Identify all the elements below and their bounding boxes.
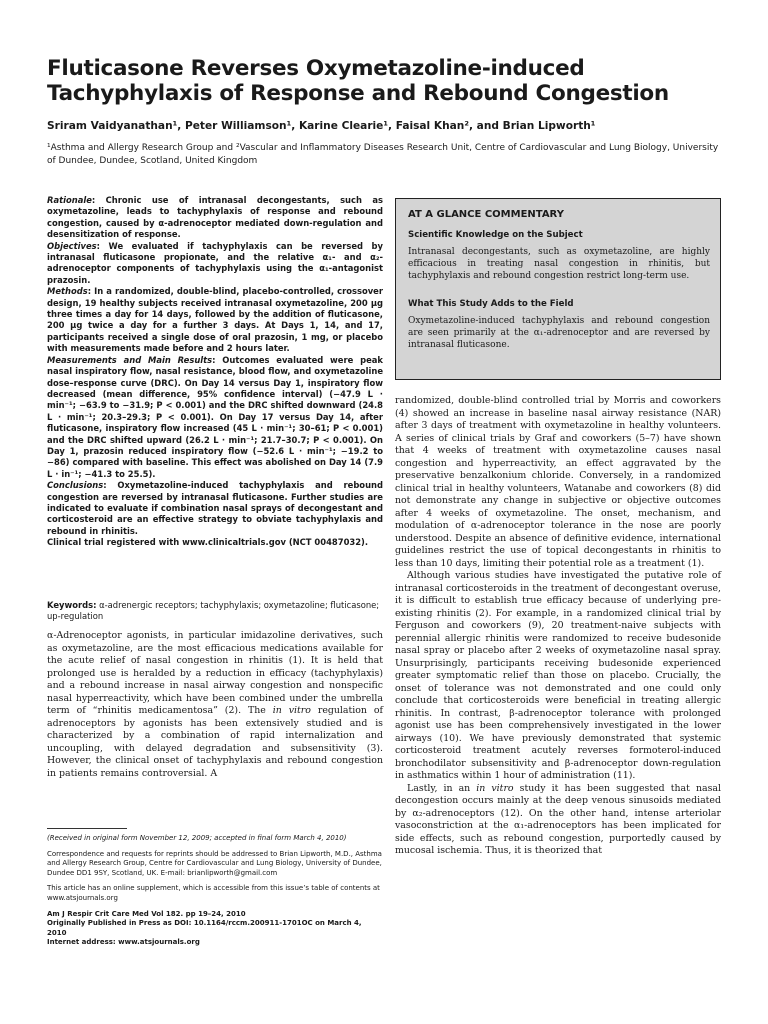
abstract-objectives: Objectives: We evaluated if tachyphylaxis can be reversed by intranasal fluticasone propionate, and the relative α₁- and α₂-adrenoceptor components of tachyphylaxis using the α₁-antagonist prazosin. xyxy=(47,240,383,285)
footnote-divider xyxy=(47,828,127,829)
glance-subheading: Scientific Knowledge on the Subject xyxy=(408,230,583,240)
body-text-right-column xyxy=(395,395,721,858)
abstract-trial-registration: Clinical trial registered with www.clinicaltrials.gov (NCT 00487032). xyxy=(47,537,369,548)
body-paragraph: Although various studies have investigated the putative role of intranasal corticosteroids in the treatment of decongestant overuse, it is difficult to establish true efficacy because of underlying pre-existing rhinitis (2). For example, in a randomized clinical trial by Ferguson and coworkers (9), 20 treatment-naive subjects with perennial allergic rhinitis were randomized to receive budesonide nasal spray or placebo after 2 weeks of oxymetazoline nasal spray. Unsurprisingly, participants receiving budesonide experienced greater symptomatic relief than those on placebo. Crucially, the onset of tolerance was not demonstrated and one could only conclude that corticosteroids were beneficial in treating allergic rhinitis. In contrast, β-adrenoceptor tolerance with prolonged agonist use has been comprehensively investigated in the lower airways (10). We have previously demonstrated that systemic corticosteroid treatment acutely reverses formoterol-induced bronchodilator subsensitivity and β-adrenoceptor down-regulation in asthmatics within 1 hour of administration (11). xyxy=(395,570,721,781)
glance-text: Oxymetazoline-induced tachyphylaxis and rebound congestion are seen primarily at the α₁-adrenoceptor and are reversed by intranasal fluticasone. xyxy=(408,315,710,351)
abstract-methods: Methods: In a randomized, double-blind, placebo-controlled, crossover design, 19 healthy subjects received intranasal oxymetazoline, 200 μg three times a day for 14 days, followed by the addition of fluticasone, 200 μg twice a day for a further 3 days. At Days 1, 14, and 17, participants received a single dose of oral prazosin, 1 mg, or placebo with measurements made before and 2 hours later. xyxy=(47,286,383,354)
author-list: Sriram Vaidyanathan¹, Peter Williamson¹, Karine Clearie¹, Faisal Khan², and Brian Lipworth¹ xyxy=(47,120,596,132)
body-paragraph: randomized, double-blind controlled trial by Morris and coworkers (4) showed an increase in baseline nasal airway resistance (NAR) after 3 days of treatment with oxymetazoline in healthy volunteers. A series of clinical trials by Graf and coworkers (5–7) have shown that 4 weeks of treatment with oxymetazoline causes nasal congestion and hyperreactivity, an effect aggravated by the preservative benzalkonium chloride. Conversely, in a randomized clinical trial in healthy volunteers, Watanabe and coworkers (8) did not demonstrate any change in subjective or objective outcomes after 4 weeks of oxymetazoline. The onset, mechanism, and modulation of α-adrenoceptor tolerance in the nose are poorly understood. Despite an absence of definitive evidence, international guidelines restrict the use of topical decongestants in rhinitis to less than 10 days, limiting their potential role as a treatment (1). xyxy=(395,395,721,569)
internet-address: Internet address: www.atsjournals.org xyxy=(47,938,200,947)
doi-note: Originally Published in Press as DOI: 10.1164/rccm.200911-1701OC on March 4, 2010 xyxy=(47,919,362,937)
glance-text: Intranasal decongestants, such as oxymetazoline, are highly efficacious in treating nasal congestion in rhinitis, but tachyphylaxis and rebound congestion restrict long-term use. xyxy=(408,247,710,282)
correspondence-note: Correspondence and requests for reprints should be addressed to Brian Lipworth, M.D., Asthma and Allergy Research Group, Centre for Cardiovascular and Lung Biology, University of Dundee, Dundee DD1 9SY, Scotland, UK. E-mail: brianlipworth@gmail.com xyxy=(47,849,382,877)
supplement-note: This article has an online supplement, which is accessible from this issue’s table of contents at www.atsjournals.org xyxy=(47,884,380,902)
keywords: Keywords: α-adrenergic receptors; tachyphylaxis; oxymetazoline; fluticasone; up-regulation xyxy=(47,600,380,622)
body-paragraph: Lastly, in an in vitro study it has been suggested that nasal decongestion occurs mainly at the deep venous sinusoids mediated by α₂-adrenoceptors (12). On the other hand, intense arteriolar vasoconstriction at the α₁-adrenoceptors has been implicated for side effects, such as rebound congestion, purportedly caused by mucosal ischemia. Thus, it is theorized that xyxy=(395,782,721,856)
affiliations: ¹Asthma and Allergy Research Group and ²Vascular and Inflammatory Diseases Research Unit, Centre of Cardiovascular and Lung Biology, University of Dundee, Dundee, Scotland, United Kingdom xyxy=(47,143,719,166)
footnotes xyxy=(47,834,383,948)
at-a-glance-box xyxy=(395,198,721,380)
abstract-rationale: Rationale: Chronic use of intranasal decongestants, such as oxymetazoline, leads to tachyphylaxis of response and rebound congestion, caused by α-adrenoceptor mediated down-regulation and desensitization of response. xyxy=(47,195,383,240)
glance-subheading: What This Study Adds to the Field xyxy=(408,298,574,309)
abstract xyxy=(47,195,383,549)
body-paragraph: α-Adrenoceptor agonists, in particular imidazoline derivatives, such as oxymetazoline, are the most efficacious medications available for the acute relief of nasal congestion in rhinitis (1). It is held that prolonged use is heralded by a reduction in efficacy (tachyphylaxis) and a rebound increase in nasal airway congestion and nonspecific nasal hyperreactivity, which have been combined under the umbrella term of “rhinitis medicamentosa” (2). The in vitro regulation of adrenoceptors by agonists has been extensively studied and is characterized by a combination of rapid internalization and uncoupling, with delayed degradation and subsensitivity (3). However, the clinical onset of tachyphylaxis and rebound congestion in patients remains controversial. A xyxy=(47,630,383,779)
abstract-conclusions: Conclusions: Oxymetazoline-induced tachyphylaxis and rebound congestion are reversed by intranasal fluticasone. Further studies are indicated to evaluate if combination nasal sprays of decongestant and corticosteroid are an effective strategy to obviate tachyphylaxis and rebound in rhinitis. xyxy=(47,480,383,536)
body-text-left-column xyxy=(47,630,383,780)
glance-heading: AT A GLANCE COMMENTARY xyxy=(408,209,564,220)
abstract-measurements: Measurements and Main Results: Outcomes evaluated were peak nasal inspiratory flow, nasal resistance, blood flow, and oxymetazoline dose–response curve (DRC). On Day 14 versus Day 1, inspiratory flow decreased (mean difference, 95% confidence interval) (−47.9 L · min⁻¹; −63.9 to −31.9; P < 0.001) and the DRC shifted downward (24.8 L · min⁻¹; 20.3–29.3; P < 0.001). On Day 17 versus Day 14, after fluticasone, inspiratory flow increased (45 L · min⁻¹; 30–61; P < 0.001) and the DRC shifted upward (26.2 L · min⁻¹; 21.7–30.7; P < 0.001). On Day 1, prazosin reduced inspiratory flow (−52.6 L · min⁻¹; −19.2 to −86) compared with baseline. This effect was abolished on Day 14 (7.9 L · in⁻¹; −41.3 to 25.5). xyxy=(47,354,383,479)
article-title: Fluticasone Reverses Oxymetazoline-induced Tachyphylaxis of Response and Rebound Congestion xyxy=(47,56,669,106)
journal-citation: Am J Respir Crit Care Med Vol 182. pp 19–24, 2010 xyxy=(47,909,246,918)
received-dates: (Received in original form November 12, 2009; accepted in final form March 4, 2010) xyxy=(47,834,347,842)
